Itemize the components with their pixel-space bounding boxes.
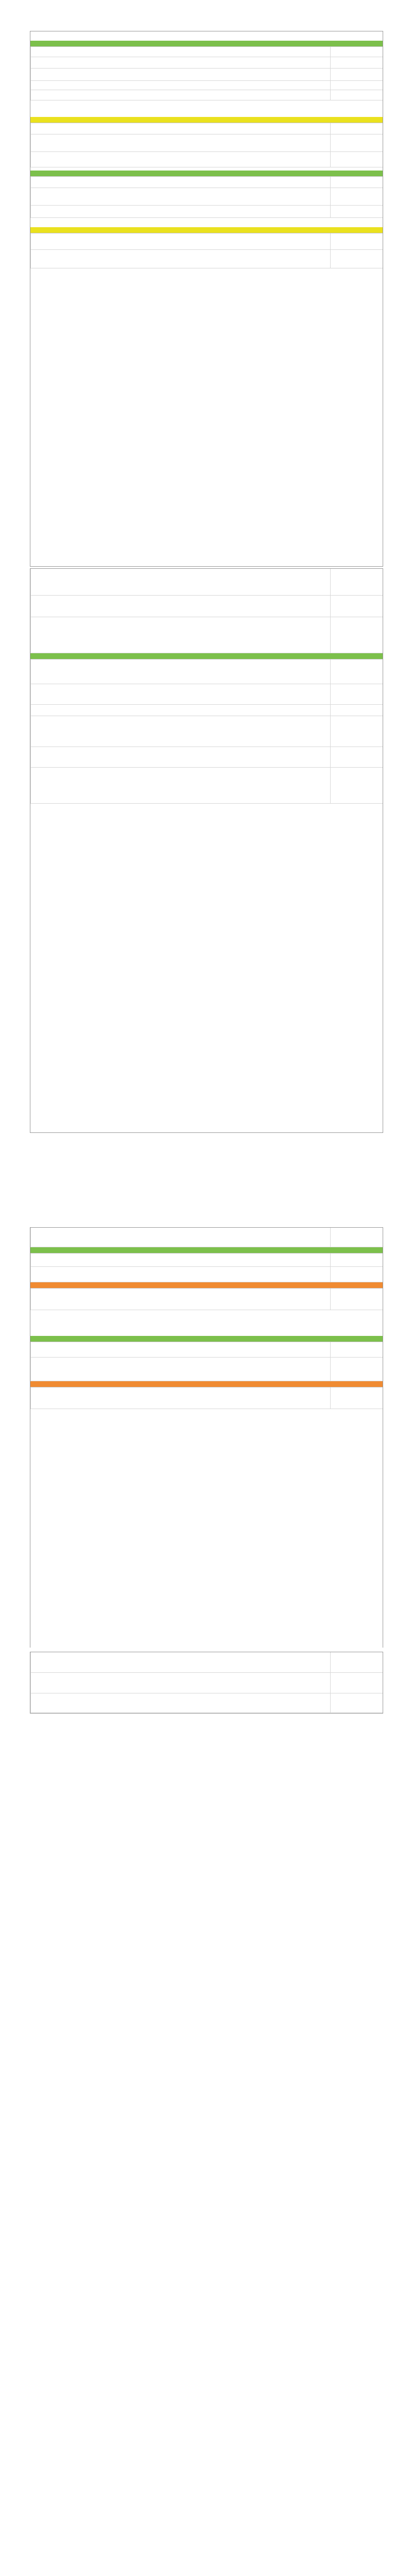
row-description: [30, 716, 330, 747]
table-row: [30, 233, 383, 250]
row-number: [369, 206, 383, 217]
row-date: [330, 134, 369, 151]
table-row: [30, 250, 383, 268]
table-row: [30, 1228, 383, 1247]
section-header: [30, 1336, 383, 1342]
table-row: [30, 569, 383, 596]
row-description: [30, 1289, 330, 1310]
row-number: [369, 1652, 383, 1672]
row-number: [369, 1289, 383, 1310]
row-description: [30, 233, 330, 249]
row-description: [30, 69, 330, 80]
row-number: [369, 47, 383, 57]
row-date: [330, 206, 369, 217]
row-number: [369, 596, 383, 617]
row-number: [369, 233, 383, 249]
row-date: [330, 1652, 369, 1672]
section-header: [30, 171, 383, 177]
row-date: [330, 47, 369, 57]
table-row: [30, 206, 383, 218]
row-date: [330, 1253, 369, 1266]
section-header: [30, 653, 383, 659]
row-number: [369, 1673, 383, 1693]
row-date: [330, 90, 369, 100]
table-row: [30, 1253, 383, 1267]
row-date: [330, 1289, 369, 1310]
row-number: [369, 1358, 383, 1381]
row-description: [30, 659, 330, 684]
row-number: [369, 1342, 383, 1357]
document-page-4: [0, 1648, 412, 2214]
row-description: [30, 617, 330, 653]
table-row: [30, 684, 383, 705]
row-date: [330, 747, 369, 767]
table-row: [30, 1358, 383, 1381]
table-row: [30, 747, 383, 768]
row-number: [369, 1228, 383, 1247]
row-date: [330, 1673, 369, 1693]
table-row: [30, 81, 383, 90]
row-number: [369, 69, 383, 80]
table-row: [30, 705, 383, 716]
row-description: [30, 684, 330, 704]
row-number: [369, 90, 383, 100]
row-description: [30, 1387, 330, 1409]
table-row: [30, 123, 383, 134]
row-date: [330, 684, 369, 704]
table-row: [30, 1673, 383, 1693]
row-description: [30, 57, 330, 68]
row-description: [30, 705, 330, 716]
row-date: [330, 596, 369, 617]
row-description: [30, 81, 330, 90]
schedule-table-page-1: [30, 31, 383, 567]
row-number: [369, 177, 383, 188]
row-description: [30, 152, 330, 167]
row-description: [30, 250, 330, 268]
table-row: [30, 134, 383, 152]
row-description: [30, 177, 330, 188]
row-date: [330, 1693, 369, 1713]
section-header: [30, 41, 383, 47]
row-number: [369, 768, 383, 803]
row-description: [30, 596, 330, 617]
row-date: [330, 57, 369, 68]
table-row: [30, 716, 383, 747]
row-description: [30, 569, 330, 595]
row-date: [330, 659, 369, 684]
row-date: [330, 1342, 369, 1357]
row-number: [369, 684, 383, 704]
table-row: [30, 188, 383, 206]
row-number: [369, 1267, 383, 1282]
row-date: [330, 69, 369, 80]
row-description: [30, 90, 330, 100]
table-row: [30, 1387, 383, 1409]
table-row: [30, 57, 383, 69]
table-row: [30, 596, 383, 617]
table-row: [30, 617, 383, 653]
row-date: [330, 1228, 369, 1247]
row-number: [369, 716, 383, 747]
row-number: [369, 250, 383, 268]
table-row: [30, 1652, 383, 1673]
row-date: [330, 569, 369, 595]
row-date: [330, 177, 369, 188]
row-date: [330, 768, 369, 803]
section-header: [30, 1282, 383, 1289]
row-number: [369, 659, 383, 684]
row-number: [369, 134, 383, 151]
row-date: [330, 716, 369, 747]
row-description: [30, 188, 330, 205]
row-number: [369, 57, 383, 68]
row-description: [30, 768, 330, 803]
table-row: [30, 1289, 383, 1310]
document-page-1: [0, 0, 412, 567]
table-title: [30, 31, 383, 41]
row-date: [330, 705, 369, 716]
table-row: [30, 1267, 383, 1282]
row-description: [30, 747, 330, 767]
row-description: [30, 1253, 330, 1266]
row-date: [330, 188, 369, 205]
row-number: [369, 617, 383, 653]
row-date: [330, 81, 369, 90]
row-number: [369, 123, 383, 134]
row-number: [369, 81, 383, 90]
table-row: [30, 1693, 383, 1713]
row-date: [330, 617, 369, 653]
table-row: [30, 152, 383, 167]
row-date: [330, 250, 369, 268]
row-description: [30, 134, 330, 151]
row-description: [30, 206, 330, 217]
table-row: [30, 659, 383, 684]
table-row: [30, 47, 383, 57]
row-description: [30, 47, 330, 57]
row-description: [30, 1693, 330, 1713]
section-header: [30, 1381, 383, 1387]
row-date: [330, 152, 369, 167]
row-number: [369, 188, 383, 205]
row-number: [369, 747, 383, 767]
schedule-table-page-4: [30, 1652, 383, 1714]
table-row: [30, 69, 383, 81]
row-description: [30, 1267, 330, 1282]
row-description: [30, 1342, 330, 1357]
row-description: [30, 1652, 330, 1672]
row-date: [330, 123, 369, 134]
row-number: [369, 705, 383, 716]
row-number: [369, 1387, 383, 1409]
row-description: [30, 123, 330, 134]
row-description: [30, 1228, 330, 1247]
row-date: [330, 1358, 369, 1381]
row-number: [369, 1253, 383, 1266]
row-number: [369, 569, 383, 595]
section-header: [30, 117, 383, 123]
table-row: [30, 90, 383, 100]
section-header: [30, 227, 383, 233]
row-date: [330, 1267, 369, 1282]
row-number: [369, 1693, 383, 1713]
table-row: [30, 177, 383, 188]
row-number: [369, 152, 383, 167]
row-description: [30, 1673, 330, 1693]
table-row: [30, 768, 383, 804]
row-date: [330, 233, 369, 249]
row-description: [30, 1358, 330, 1381]
section-header: [30, 1247, 383, 1253]
table-row: [30, 1342, 383, 1358]
schedule-table-page-2: [30, 568, 383, 1133]
document-page-2: [0, 568, 412, 1135]
row-date: [330, 1387, 369, 1409]
